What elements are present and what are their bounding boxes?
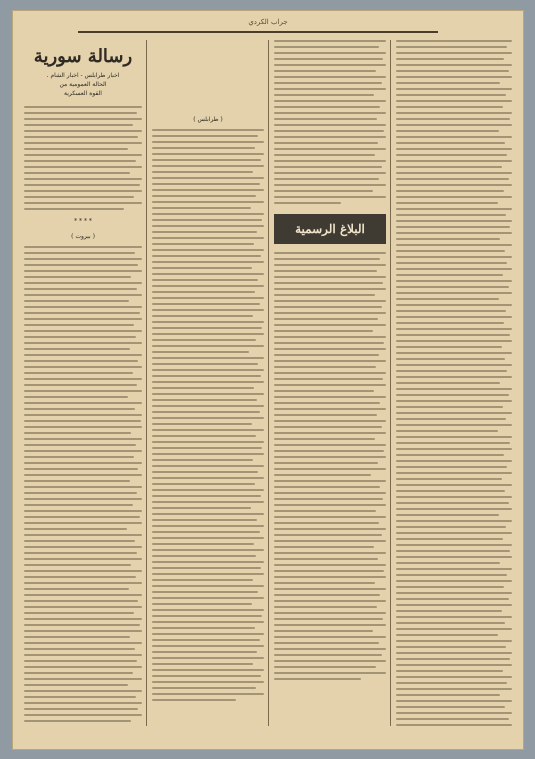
newspaper-page <box>12 10 524 750</box>
article-subtitle-1: اخبار طرابلس - اخبار الشام . <box>46 72 120 79</box>
column-rule <box>268 40 269 726</box>
article-subtitle-3: القوة العسكرية <box>64 90 102 97</box>
column-3 <box>274 40 386 726</box>
masthead-rule <box>78 31 438 33</box>
ornament: * * * * <box>74 218 92 225</box>
section-banner: البلاغ الرسمية <box>274 214 386 244</box>
column-3-text-a <box>274 40 386 204</box>
column-1-text-b <box>24 246 142 726</box>
column-1 <box>24 40 142 726</box>
beirut-heading: ( بيروت ) <box>71 233 95 240</box>
masthead: جراب الكردي <box>248 18 288 26</box>
article-title: رسالة سورية <box>33 46 133 67</box>
column-3-text-b <box>274 252 386 680</box>
column-2-text <box>152 129 264 701</box>
column-4 <box>396 40 512 726</box>
column-1-text-a <box>24 106 142 210</box>
article-subtitle-2: الحالة العمومية من <box>59 81 107 88</box>
column-2 <box>152 40 264 726</box>
column-rule <box>390 40 391 726</box>
column-rule <box>146 40 147 726</box>
tripoli-heading: ( طرابلس ) <box>193 116 223 123</box>
column-4-text <box>396 40 512 726</box>
